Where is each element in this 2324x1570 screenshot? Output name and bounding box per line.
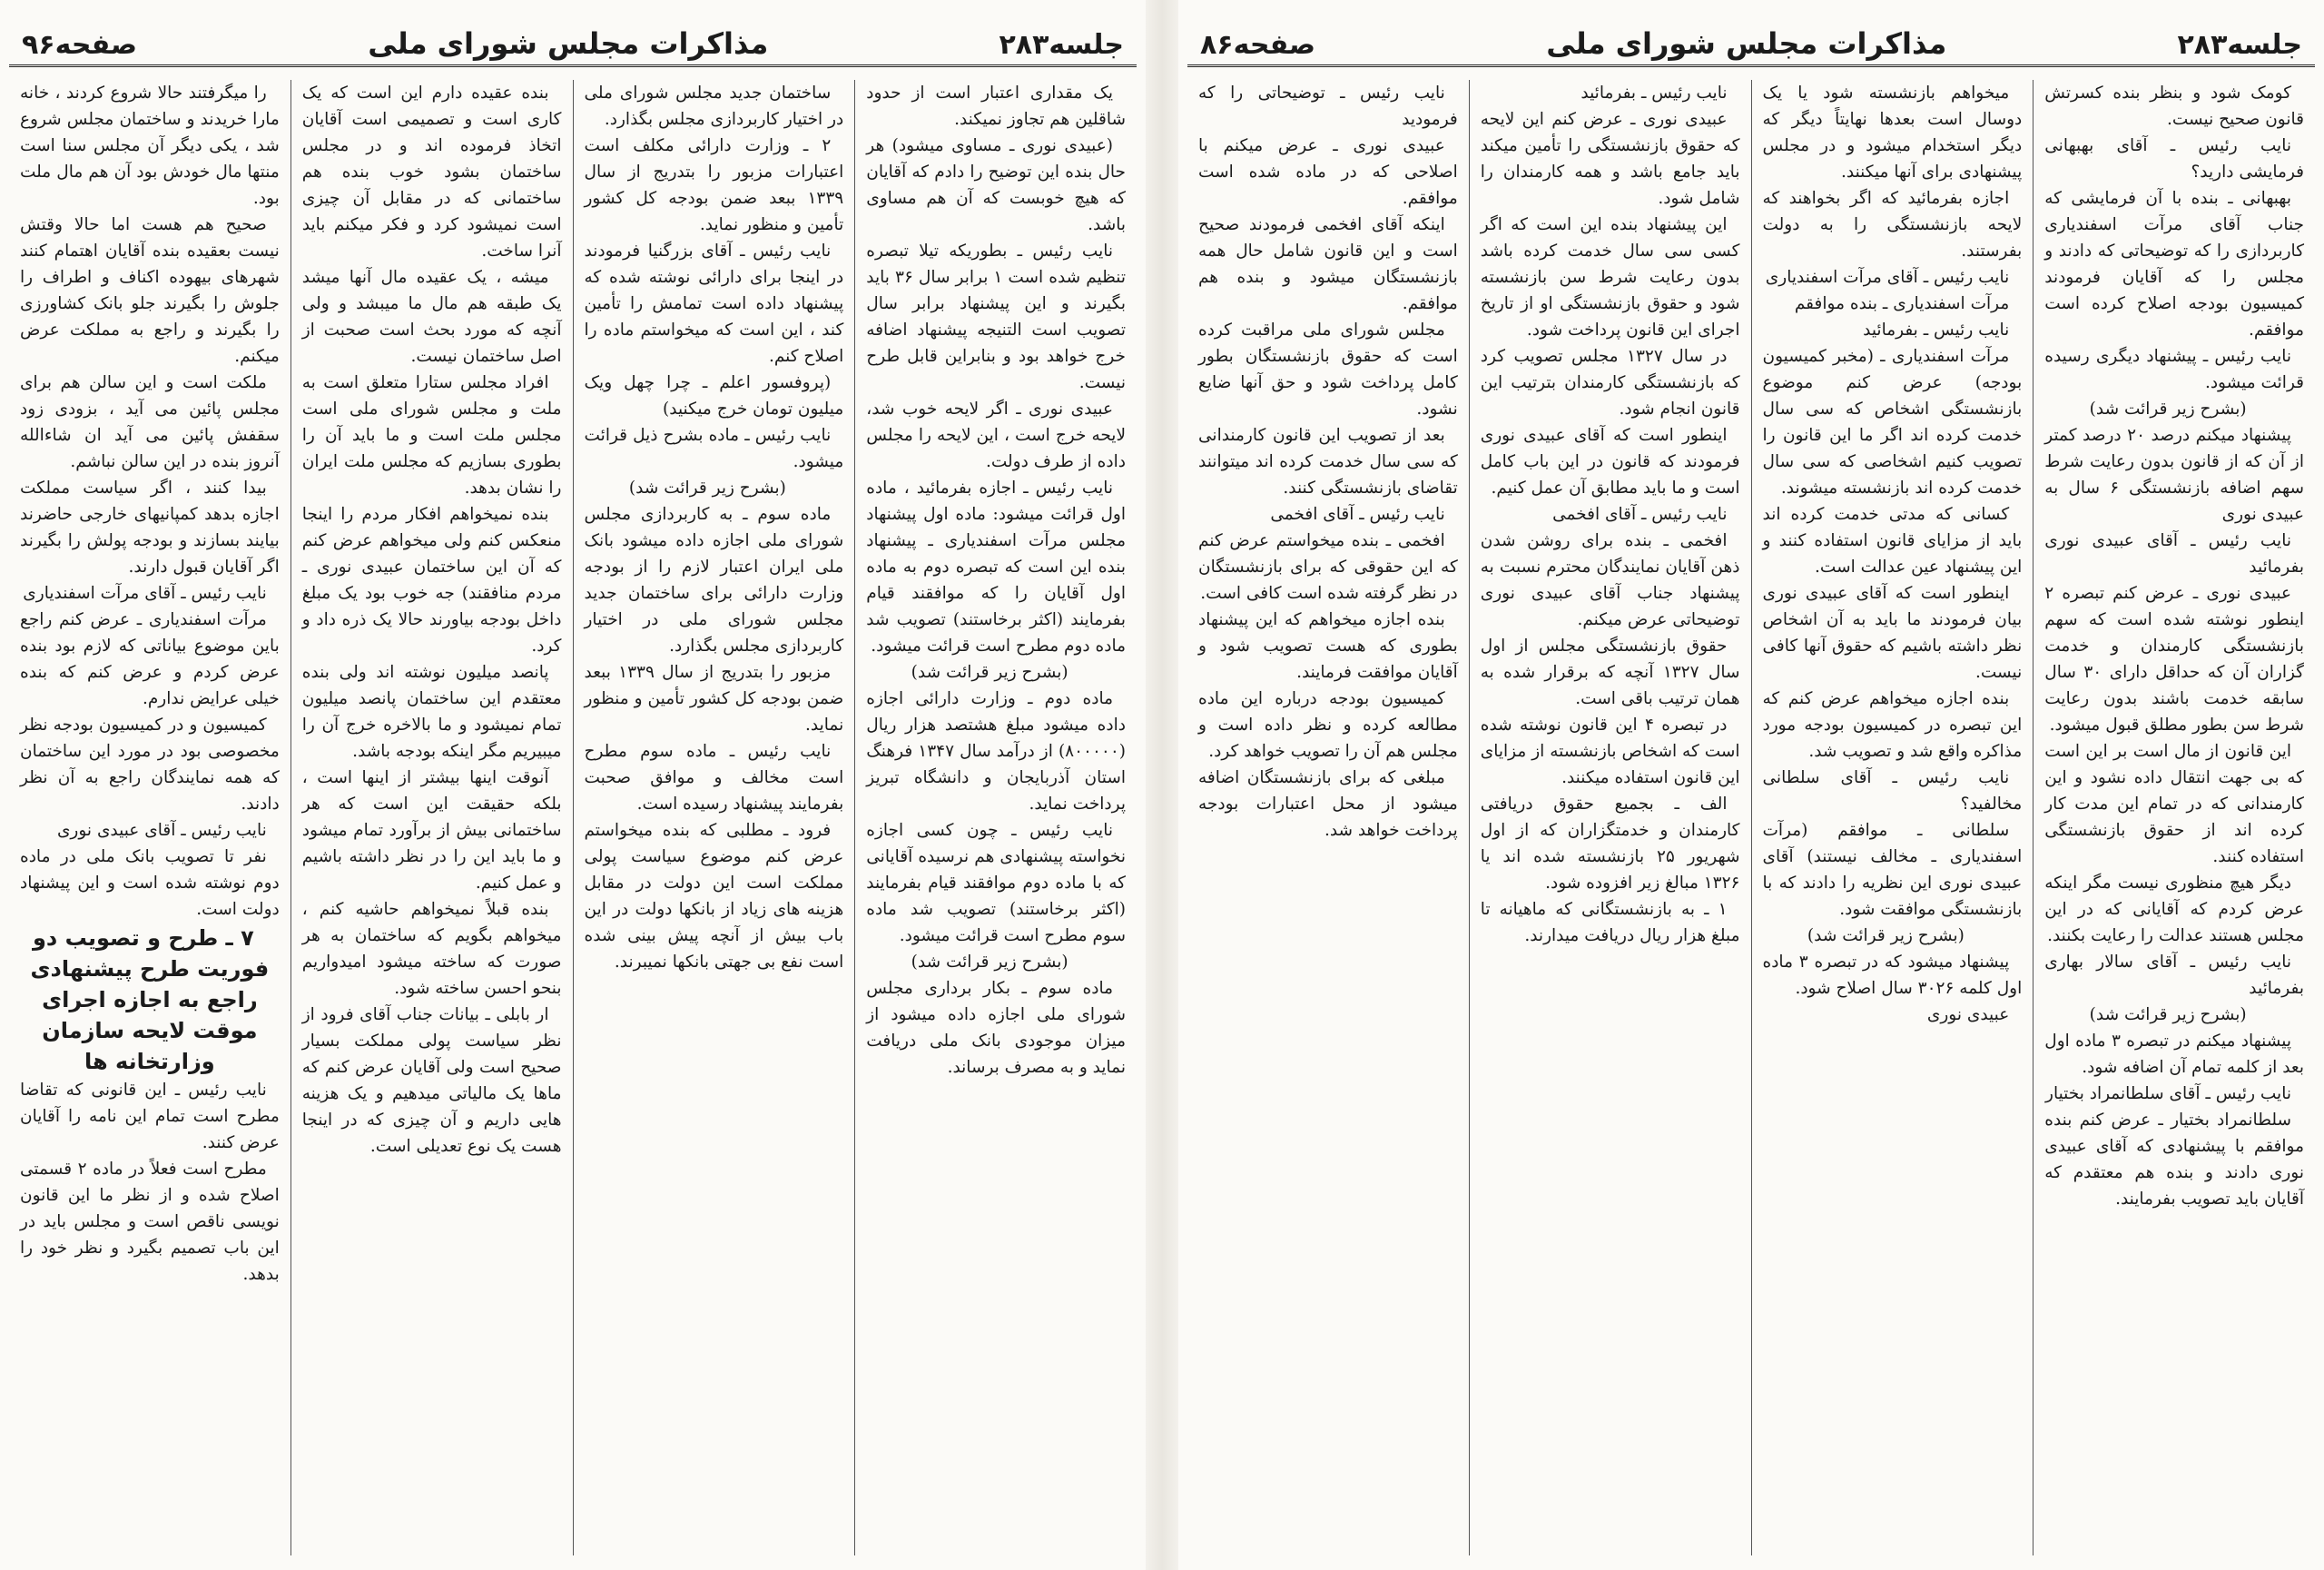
paragraph: عبیدی نوری ـ عرض کنم تبصره ۲ اینطور نوشته شده است که سهم بازنشستگی کارمندان و خدمت گزاران آن که حداقل دارای ۳۰ سال سابقه خدمت باشند بدون رعایت شرط سن بطور مطلق قبول میشود. xyxy=(2044,584,2304,735)
publication-title: مذاکرات مجلس شورای ملی xyxy=(368,26,769,61)
paragraph: نایب رئیس ـ آقای سلطانی مخالفید؟ xyxy=(1762,768,2023,814)
paragraph: بنده اجازه میخواهم که این پیشنهاد بطوری که هست تصویب شود و آقایان موافقت فرمایند. xyxy=(1198,610,1458,682)
paragraph: یک مقداری اعتبار است از حدود شاقلین هم تجاوز نمیکند. xyxy=(866,84,1126,129)
paragraph: کمیسیون و در کمیسیون بودجه نظر مخصوصی بود در مورد این ساختمان که همه نمایندگان راجع به آن نظر دادند. xyxy=(20,716,280,814)
paragraph: نایب رئیس ـ پیشنهاد دیگری رسیده قرائت میشود. xyxy=(2044,347,2304,392)
paragraph: (عبیدی نوری ـ مساوی میشود) هر حال بنده این توضیح را دادم که آقایان که هیچ خوبست که آن هم مساوی باشد. xyxy=(866,136,1126,234)
paragraph: نایب رئیس ـ این قانونی که تقاضا مطرح است تمام این نامه را آقایان عرض کنند. xyxy=(20,1081,280,1152)
paragraph: (بشرح زیر قرائت شد) xyxy=(911,663,1068,682)
text-column xyxy=(573,80,855,1555)
paragraph: پانصد میلیون نوشته اند ولی بنده معتقدم این ساختمان پانصد میلیون تمام نمیشود و ما بالاخره خرج آن را میبیریم مگر اینکه بودجه باشد. xyxy=(301,663,562,761)
left-page-header xyxy=(9,25,1137,67)
paragraph: اجازه بفرمائید که اگر بخواهند که لایحه بازنشستگی را به دولت بفرستند. xyxy=(1762,189,2023,261)
paragraph: نایب رئیس ـ آقای افخمی xyxy=(1552,505,1728,524)
paragraph: ماده سوم ـ به کاربردازی مجلس شورای ملی اجازه داده میشود بانک ملی ایران اعتبار لازم را از بودجه وزارت دارائی برای ساختمان جدید مجلس شورای ملی در اختیار کاربردازی مجلس بگذارد. xyxy=(584,505,844,656)
paragraph: میخواهم بازنشسته شود یا یک دوسال است بعدها نهایتاً دیگر که دیگر استخدام میشود و در مجلس پیشنهادی برای آنها میکنند. xyxy=(1762,84,2023,182)
paragraph: عبیدی نوری xyxy=(1926,1005,2010,1024)
paragraph: ار بابلی ـ بیانات جناب آقای فرود از نظر سیاست پولی مملکت بسیار صحیح است ولی آقایان عرض کنم که ماها یک مالیاتی میدهیم و یک هزینه هایی داریم و آن چیزی که در اینجا هست یک نوع تعدیلی است. xyxy=(301,1005,562,1156)
paragraph: مزبور را بتدریج از سال ۱۳۳۹ ببعد ضمن بودجه کل کشور تأمین و منظور نماید. xyxy=(584,663,844,735)
paragraph: اینطور است که آقای عبیدی نوری بیان فرمودند ما باید به آن اشخاص نظر داشته باشیم که حقوق آنها کافی نیست. xyxy=(1762,584,2023,682)
paragraph: (بشرح زیر قرائت شد) xyxy=(2089,400,2247,419)
paragraph: پیشنهاد میشود که در تبصره ۳ ماده اول کلمه ۳۰۲۶ سال اصلاح شود. xyxy=(1762,953,2023,998)
paragraph: نایب رئیس ـ آقای مرآت اسفندیاری xyxy=(23,584,267,603)
paragraph: این قانون از مال است بر این است که بی جهت انتقال داده نشود و این کارمندانی که در تمام این مدت کار کرده اند از حقوق بازنشستگی استفاده کنند. xyxy=(2044,742,2304,866)
paragraph: در تبصره ۴ این قانون نوشته شده است که اشخاص بازنشسته از مزایای این قانون استفاده میکنند. xyxy=(1480,716,1740,787)
paragraph: آنوقت اینها بیشتر از اینها است ، بلکه حقیقت این است که هر ساختمانی بیش از برآورد تمام میشود و ما باید این را در نظر داشته باشیم و عمل کنیم. xyxy=(301,768,562,893)
paragraph: نایب رئیس ـ آقای سلطانمراد بختیار xyxy=(2045,1084,2291,1103)
paragraph: را میگرفتند حالا شروع کردند ، خانه مارا خریدند و ساختمان مجلس شروع شد ، یکی دیگر آن مجلس سنا است منتها مال خودش بود آن هم مال ملت بود. xyxy=(20,84,280,208)
paragraph: مجلس شورای ملی مراقبت کرده است که حقوق بازنشستگان بطور کامل پرداخت شود و حق آنها ضایع نشود. xyxy=(1198,321,1458,419)
paragraph: بنده نمیخواهم افکار مردم را اینجا منعکس کنم ولی میخواهم عرض کنم که آن این ساختمان عبیدی نوری ـ مردم منافقند) جه خوب بود یک مبلغ داخل بودجه بیاورند حالا یک ذره داد و کرد. xyxy=(301,505,562,656)
text-column xyxy=(9,80,290,1555)
paragraph: (بشرح زیر قرائت شد) xyxy=(628,479,786,498)
text-column xyxy=(1187,80,1469,1555)
text-column xyxy=(1751,80,2034,1555)
paragraph: نایب رئیس ـ آقای سالار بهاری بفرمائید xyxy=(2044,953,2304,998)
right-page xyxy=(1178,0,2324,1570)
paragraph: نایب رئیس ـ آقای بزرگنیا فرمودند در اینجا برای دارائی نوشته شده که پیشنهاد داده است تمامش را تأمین کند ، این است که میخواستم ماده را اصلاح کنم. xyxy=(584,242,844,366)
paragraph: بنده قبلاً نمیخواهم حاشیه کنم ، میخواهم بگویم که ساختمان به هر صورت که ساخته میشود امیدواریم بنحو احسن ساخته شود. xyxy=(301,900,562,998)
paragraph: الف ـ بجمیع حقوق دریافتی کارمندان و خدمتگزاران که از اول شهریور ۲۵ بازنشسته شده اند یا ۱۳۲۶ مبالغ زیر افزوده شود. xyxy=(1480,795,1740,893)
paragraph: (بشرح زیر قرائت شد) xyxy=(2089,1005,2247,1024)
paragraph: بنده عقیده دارم این است که یک کاری است و تصمیمی است آقایان اتخاذ فرموده اند و در مجلس ساختمان بشود خوب بنده هم ساختمانی که در مقابل آن چیزی است نمیشود کرد و فکر میکنم باید آنرا ساخت. xyxy=(301,84,562,261)
paragraph: نایب رئیس ـ آقای عبیدی نوری xyxy=(56,821,267,840)
paragraph: حقوق بازنشستگی مجلس از اول سال ۱۳۲۷ آنچه که برقرار شده به همان ترتیب باقی است. xyxy=(1480,637,1740,708)
paragraph: ۱ ـ به بازنشستگانی که ماهیانه تا مبلغ هزار ریال دریافت میدارند. xyxy=(1480,900,1740,945)
paragraph: نایب رئیس ـ توضیحاتی را که فرمودید xyxy=(1198,84,1458,129)
left-page xyxy=(0,0,1146,1570)
page-number: صفحه۹۶ xyxy=(22,29,138,61)
paragraph: صحیح هم هست اما حالا وقتش نیست بعقیده بنده آقایان اهتمام کنند شهرهای بیهوده اکناف و اطراف را جلوش را بگیرند جلو بانک کشاورزی را بگیرند و راجع به مملکت عرض میکنم. xyxy=(20,215,280,366)
paragraph: نفر تا تصویب بانک ملی در ماده دوم نوشته شده است و این پیشنهاد دولت است. xyxy=(20,847,280,919)
paragraph: افراد مجلس ستارا متعلق است به ملت و مجلس شورای ملی است مجلس ملت است و ما باید آن را بطوری بسازیم که مجلس ملت ایران را نشان بدهد. xyxy=(301,373,562,498)
paragraph: سلطانی ـ موافقم (مرآت اسفندیاری ـ مخالف نیستند) آقای عبیدی نوری این نظریه را دادند که با بازنشستگی موافقت شود. xyxy=(1762,821,2023,919)
paragraph: اینکه آقای افخمی فرمودند صحیح است و این قانون شامل حال همه بازنشستگان میشود و بنده هم موافقم. xyxy=(1198,215,1458,313)
right-page-columns xyxy=(1187,80,2315,1555)
paragraph: اینطور است که آقای عبیدی نوری فرمودند که قانون در این باب کامل است و ما باید مطابق آن عمل کنیم. xyxy=(1480,426,1740,498)
paragraph: افخمی ـ بنده برای روشن شدن ذهن آقایان نمایندگان محترم نسبت به پیشنهاد جناب آقای عبیدی نوری توضیحاتی عرض میکنم. xyxy=(1480,531,1740,629)
paragraph: ساختمان جدید مجلس شورای ملی در اختیار کاربردازی مجلس بگذارد. xyxy=(584,84,844,129)
paragraph: کمیسیون بودجه درباره این ماده مطالعه کرده و نظر داده است و مجلس هم آن را تصویب خواهد کرد. xyxy=(1198,689,1458,761)
paragraph: سلطانمراد بختیار ـ عرض کنم بنده موافقم با پیشنهادی که آقای عبیدی نوری دادند و بنده هم معتقدم که آقایان باید تصویب بفرمایند. xyxy=(2044,1111,2304,1209)
page-number: صفحه۸۶ xyxy=(1200,29,1316,61)
publication-title: مذاکرات مجلس شورای ملی xyxy=(1546,26,1947,61)
text-column xyxy=(290,80,573,1555)
paragraph: نایب رئیس ـ اجازه بفرمائید ، ماده اول قرائت میشود: ماده اول پیشنهاد مجلس مرآت اسفندیاری ـ پیشنهاد بنده این است که تبصره دوم به ماده اول آقایان را که موافقند قیام بفرمایند (اکثر برخاستند) تصویب شد ماده دوم مطرح است قرائت میشود. xyxy=(866,479,1126,656)
text-column xyxy=(1469,80,1751,1555)
paragraph: ۷ ـ طرح و تصویب دو فوریت طرح پیشنهادی راجع به اجازه اجرای موقت لایحه سازمان وزارتخانه ها xyxy=(30,925,270,1074)
text-column xyxy=(2033,80,2315,1555)
paragraph: نایب رئیس ـ آقای بهبهانی فرمایشی دارید؟ xyxy=(2044,136,2304,182)
paragraph: مرآت اسفندیاری ـ بنده موافقم xyxy=(1794,294,2010,313)
paragraph: پیشنهاد میکنم درصد ۲۰ درصد کمتر از آن که از قانون بدون رعایت شرط سهم اضافه بازنشستگی ۶ سال به عبیدی نوری xyxy=(2044,426,2304,524)
paragraph: پیشنهاد میکنم در تبصره ۳ ماده اول بعد از کلمه تمام آن اضافه شود. xyxy=(2044,1032,2304,1077)
right-page-header xyxy=(1187,25,2315,67)
paragraph: میشه ، یک عقیده مال آنها میشد یک طبقه هم مال ما میبشد و ولی آنچه که مورد بحث است صحبت از اصل ساختمان نیست. xyxy=(301,268,562,366)
paragraph: نایب رئیس ـ چون کسی اجازه نخواسته پیشنهادی هم نرسیده آقایانی که با ماده دوم موافقند قیام بفرمایند (اکثر برخاستند) تصویب شد ماده سوم مطرح است قرائت میشود. xyxy=(866,821,1126,945)
paragraph: عبیدی نوری ـ عرض میکنم با اصلاحی که در ماده شده است موافقم. xyxy=(1198,136,1458,208)
paragraph: مبلغی که برای بازنشستگان اضافه میشود از محل اعتبارات بودجه پرداخت خواهد شد. xyxy=(1198,768,1458,840)
paragraph: بنده اجازه میخواهم عرض کنم که این تبصره در کمیسیون بودجه مورد مذاکره واقع شد و تصویب شد. xyxy=(1762,689,2023,761)
paragraph: نایب رئیس ـ بفرمائید xyxy=(1863,321,2010,340)
paragraph: مطرح است فعلاً در ماده ۲ قسمتی اصلاح شده و از نظر ما این قانون نویسی ناقص است و مجلس باید در این باب تصمیم بگیرد و نظر خود را بدهد. xyxy=(20,1160,280,1284)
paragraph: مرآت اسفندیاری ـ (مخبر کمیسیون بودجه) عرض کنم موضوع بازنشستگی اشخاص که سی سال خدمت کرده اند اگر ما این قانون را تصویب کنیم اشخاصی که سی سال خدمت کرده اند بازنشسته میشوند. xyxy=(1762,347,2023,498)
paragraph: ملکت است و این سالن هم برای مجلس پائین می آید ، بزودی زود سقفش پائین می آید ان شاءالله آنروز بنده در این سالن نباشم. xyxy=(20,373,280,471)
paragraph: نایب رئیس ـ آقای مرآت اسفندیاری xyxy=(1765,268,2010,287)
paragraph: ۲ ـ وزارت دارائی مکلف است اعتبارات مزبور را بتدریج از سال ۱۳۳۹ ببعد ضمن بودجه کل کشور تأمین و منظور نماید. xyxy=(584,136,844,234)
paragraph: نایب رئیس ـ آقای افخمی xyxy=(1270,505,1445,524)
paragraph: (پروفسور اعلم ـ چرا چهل ویک میلیون تومان خرج میکنید) xyxy=(584,373,844,419)
paragraph: بیدا کنند ، اگر سیاست مملکت اجازه بدهد کمپانیهای خارجی حاضرند بیایند بسازند و بودجه پولش را بگیرند اگر آقایان قبول دارند. xyxy=(20,479,280,577)
paragraph: افخمی ـ بنده میخواستم عرض کنم که این حقوقی که برای بازنشستگان در نظر گرفته شده است کافی است. xyxy=(1198,531,1458,603)
paragraph: در سال ۱۳۲۷ مجلس تصویب کرد که بازنشستگی کارمندان بترتیب این قانون انجام شود. xyxy=(1480,347,1740,419)
paragraph: کومک شود و بنظر بنده کسرتش قانون صحیح نیست. xyxy=(2044,84,2304,129)
paragraph: فرود ـ مطلبی که بنده میخواستم عرض کنم موضوع سیاست پولی مملکت است این دولت در مقابل هزینه های زیاد از بانکها دولت در این باب بیش از آنچه پیش بینی شده است نفع بی جهتی بانکها نمیبرند. xyxy=(584,821,844,972)
paragraph: نایب رئیس ـ ماده بشرح ذیل قرائت میشود. xyxy=(584,426,844,471)
paragraph: نایب رئیس ـ بطوریکه تیلا تبصره تنظیم شده است ۱ برابر سال ۳۶ باید بگیرند و این پیشنهاد برابر سال تصویب است التنیجه پیشنهاد اضافه خرج خواهد بود و بنابراین قابل طرح نیست. xyxy=(866,242,1127,392)
paragraph: نایب رئیس ـ ماده سوم مطرح است مخالف و موافق صحبت بفرمایند پیشنهاد رسیده است. xyxy=(584,742,844,814)
paragraph: بهبهانی ـ بنده با آن فرمایشی که جناب آقای مرآت اسفندیاری کاربردازی را که توضیحاتی که دادند و مجلس را که آقایان فرمودند کمیسیون بودجه اصلاح کرده است موافقم. xyxy=(2044,189,2304,340)
paragraph: دیگر هیچ منظوری نیست مگر اینکه عرض کردم که آقایانی که در این مجلس هستند عدالت را رعایت بکنند. xyxy=(2044,874,2304,945)
left-page-columns xyxy=(9,80,1137,1555)
paragraph: نایب رئیس ـ بفرمائید xyxy=(1581,84,1728,103)
paragraph: عبیدی نوری ـ اگر لایحه خوب شد، لایحه خرج است ، این لایحه را مجلس داده از طرف دولت. xyxy=(866,400,1126,471)
paragraph: عبیدی نوری ـ عرض کنم این لایحه که حقوق بازنشستگی را تأمین میکند باید جامع باشد و همه کارمندان را شامل شود. xyxy=(1480,110,1740,208)
paragraph: (بشرح زیر قرائت شد) xyxy=(1807,926,1965,945)
session-label: جلسه۲۸۳ xyxy=(2177,29,2302,61)
paragraph: ماده سوم ـ بکار برداری مجلس شورای ملی اجازه داده میشود از میزان موجودی بانک ملی دریافت نماید و به مصرف برساند. xyxy=(866,979,1126,1077)
paragraph: کسانی که مدتی خدمت کرده اند باید از مزایای قانون استفاده کنند و این پیشنهاد عین عدالت است. xyxy=(1762,505,2023,577)
paragraph: (بشرح زیر قرائت شد) xyxy=(911,953,1068,972)
paragraph: نایب رئیس ـ آقای عبیدی نوری بفرمائید xyxy=(2044,531,2304,577)
page-gutter xyxy=(1146,0,1178,1570)
paragraph: این پیشنهاد بنده این است که اگر کسی سی سال خدمت کرده باشد بدون رعایت شرط سن بازنشسته شود و حقوق بازنشستگی او از تاریخ اجرای این قانون پرداخت شود. xyxy=(1480,215,1740,340)
session-label: جلسه۲۸۳ xyxy=(999,29,1124,61)
paragraph: ماده دوم ـ وزارت دارائی اجازه داده میشود مبلغ هشتصد هزار ریال (۸۰۰۰۰۰) از درآمد سال ۱۳۴۷ فرهنگ استان آذربایجان و دانشگاه تبریز پرداخت نماید. xyxy=(866,689,1126,814)
text-column xyxy=(854,80,1137,1555)
paragraph: بعد از تصویب این قانون کارمندانی که سی سال خدمت کرده اند میتوانند تقاضای بازنشستگی کنند. xyxy=(1198,426,1458,498)
paragraph: مرآت اسفندیاری ـ عرض کنم راجع باین موضوع بیاناتی که لازم بود بنده عرض کردم و عرض کنم که بنده خیلی عرایض ندارم. xyxy=(20,610,280,708)
